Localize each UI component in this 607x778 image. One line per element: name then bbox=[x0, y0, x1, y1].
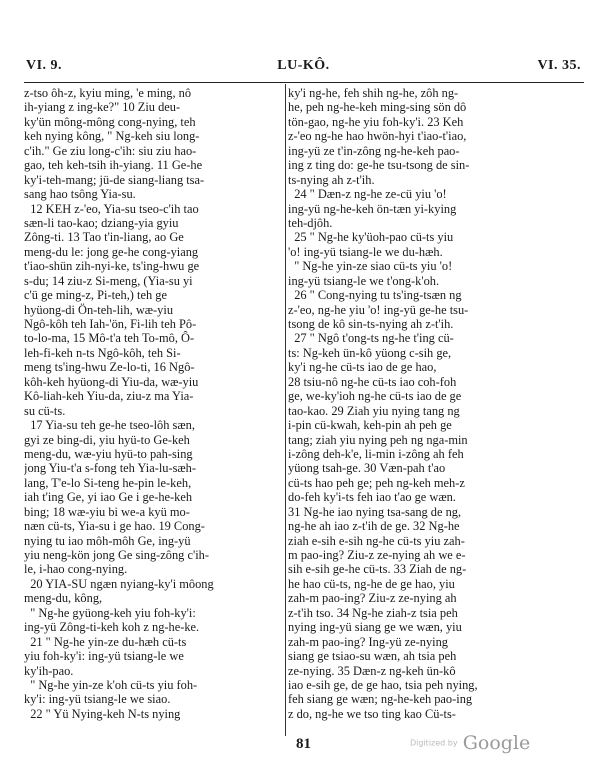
text-line: z-t'ih tso. 34 Ng-he ziah-z tsia peh bbox=[288, 605, 458, 620]
text-line: 22 " Yü Nying-keh N-ts nying bbox=[24, 706, 181, 721]
text-line: ing-yü ze t'in-zông ng-he-keh pao- bbox=[288, 143, 460, 158]
text-line: tön-gao, ng-he yiu foh-ky'i. 23 Keh bbox=[288, 114, 464, 129]
text-line: iah t'ing Ge, yi iao Ge i ge-he-keh bbox=[24, 490, 193, 505]
text-line: ky'i ng-he cü-ts iao de ge hao, bbox=[288, 360, 437, 375]
text-line: yiu foh-ky'i: ing-yü tsiang-le we bbox=[24, 649, 184, 664]
page-number: 81 bbox=[296, 736, 311, 752]
text-line: siang ge tsiao-su wæn, ah tsia peh bbox=[288, 649, 457, 664]
digitized-watermark bbox=[410, 732, 530, 754]
text-line: c'ih." Ge ziu long-c'ih: siu ziu hao- bbox=[24, 143, 197, 158]
text-line: ih-yiang z ing-ke?" 10 Ziu deu- bbox=[24, 100, 181, 115]
text-line: Zông-ti. 13 Tao t'in-liang, ao Ge bbox=[24, 230, 184, 245]
header-rule bbox=[24, 82, 584, 83]
text-line: he, peh ng-he-keh ming-sing sön dô bbox=[288, 100, 467, 115]
text-line: cü-ts hao peh ge; peh ng-keh meh-z bbox=[288, 475, 465, 490]
text-line: feh siang ge wæn; ng-he-keh pao-ing bbox=[288, 692, 473, 707]
text-line: jong Yiu-t'a s-fong teh Yia-lu-sæh- bbox=[24, 461, 197, 476]
header-right-reference: VI. 35. bbox=[537, 58, 581, 73]
text-line: nying ing-yü siang ge we wæn, yiu bbox=[288, 620, 462, 635]
text-line: tao-kao. 29 Ziah yiu nying tang ng bbox=[288, 403, 460, 418]
text-line: ing-yü ng-he-keh ön-tæn yi-kying bbox=[288, 201, 457, 216]
text-line: 24 " Dæn-z ng-he ze-cü yiu 'o! bbox=[288, 187, 447, 202]
text-line: su cü-ts. bbox=[24, 403, 66, 418]
text-line: m pao-ing? Ziu-z ze-nying ah we e- bbox=[288, 548, 466, 562]
text-line: " Ng-he yin-ze k'oh cü-ts yiu foh- bbox=[24, 677, 198, 692]
text-line: i-zông deh-k'e, li-min i-zông ah feh bbox=[288, 446, 464, 461]
text-line: hyüong-di Ön-teh-lih, wæ-yiu bbox=[24, 302, 174, 317]
text-line: sæn-li tao-kao; dziang-yia gyiu bbox=[24, 215, 179, 230]
text-line: ze-nying. 35 Dæn-z ng-keh ün-kô bbox=[288, 663, 456, 678]
running-header bbox=[26, 58, 581, 78]
text-line: ky'ih-pao. bbox=[24, 663, 74, 678]
text-line: næn cü-ts, Yia-su i ge hao. 19 Cong- bbox=[24, 519, 205, 534]
left-text-column bbox=[24, 86, 286, 721]
text-line: meng-du, wæ-yiu hyü-to pah-sing bbox=[24, 446, 193, 461]
text-line: meng-du, kông, bbox=[24, 591, 103, 606]
text-line: 'o! ing-yü tsiang-le we du-hæh. bbox=[288, 244, 443, 259]
text-line: ng-he ah iao z-t'ih de ge. 32 Ng-he bbox=[288, 519, 460, 534]
text-line: sih e-sih ge-he cü-ts. 33 Ziah de ng- bbox=[288, 562, 467, 577]
text-line: ky'i ng-he, feh shih ng-he, zôh ng- bbox=[288, 86, 459, 100]
text-line: ky'i-teh-mang; jü-de siang-liang tsa- bbox=[24, 172, 205, 187]
text-line: ing-yü Zông-ti-keh koh z ng-he-ke. bbox=[24, 620, 200, 635]
text-line: yüong tsah-ge. 30 Væn-pah t'ao bbox=[288, 461, 446, 476]
text-line: zah-m pao-ing? Ing-yü ze-nying bbox=[288, 634, 448, 649]
text-line: le, i-hao cong-nying. bbox=[24, 562, 128, 577]
text-line: gao, teh keh-tsih ih-yiang. 11 Ge-he bbox=[24, 158, 203, 173]
text-line: Ngô-kôh teh Iah-'ön, Fi-lih teh Pô- bbox=[24, 317, 197, 331]
text-line: ts-nying ah z-t'ih. bbox=[288, 172, 375, 187]
text-line: iao e-sih ge, de ge hao, tsia peh nying, bbox=[288, 677, 478, 692]
text-line: z do, ng-he we tso ting kao Cü-ts- bbox=[288, 706, 456, 721]
text-line: z-'eo, ng-he yiu 'o! ing-yü ge-he tsu- bbox=[288, 302, 469, 317]
text-line: do-feh ky'i-ts feh iao t'ao ge wæn. bbox=[288, 490, 456, 505]
text-line: 12 KEH z-'eo, Yia-su tseo-c'ih tao bbox=[24, 201, 199, 216]
text-line: 26 " Cong-nying tu ts'ing-tsæn ng bbox=[288, 288, 462, 303]
text-line: teh-djôh. bbox=[288, 215, 333, 230]
google-logo-text: Google bbox=[462, 732, 531, 754]
text-line: 20 YIA-SU ngæn nyiang-ky'i môong bbox=[24, 576, 214, 591]
header-book-title: LU-KÔ. bbox=[277, 58, 330, 73]
text-line: 28 tsiu-nô ng-he cü-ts iao coh-foh bbox=[288, 374, 457, 389]
text-line: keh nying kông, " Ng-keh siu long- bbox=[24, 129, 200, 144]
text-line: meng-du le: jong ge-he cong-yiang bbox=[24, 244, 199, 259]
text-line: ziah e-sih e-sih ng-he cü-ts yiu zah- bbox=[288, 533, 465, 548]
text-line: Kô-liah-keh Yiu-da, ziu-z ma Yia- bbox=[24, 389, 194, 404]
text-line: sang hao tsông Yia-su. bbox=[24, 187, 136, 202]
text-line: lang, T'e-lo Si-teng he-pin le-keh, bbox=[24, 475, 192, 490]
text-line: to-lo-ma, 15 Mô-t'a teh To-mô, Ô- bbox=[24, 331, 195, 346]
text-line: 27 " Ngô t'ong-ts ng-he t'ing cü- bbox=[288, 331, 454, 346]
text-line: ing z ting do: ge-he tsu-tsong de sin- bbox=[288, 158, 470, 173]
text-line: c'ü ge ming-z, Pi-teh,) teh ge bbox=[24, 288, 167, 303]
right-text-column bbox=[288, 86, 550, 721]
text-line: t'iao-shün zih-nyi-ke, ts'ing-hwu ge bbox=[24, 259, 200, 274]
text-line: kôh-keh hyüong-di Yiu-da, wæ-yiu bbox=[24, 374, 199, 389]
text-line: z-tso ôh-z, kyiu ming, 'e ming, nô bbox=[24, 86, 192, 100]
text-line: leh-fi-keh n-ts Ngô-kôh, teh Si- bbox=[24, 345, 181, 360]
text-line: i-pin cü-kwah, keh-pin ah peh ge bbox=[288, 418, 452, 433]
text-line: tsong de kô sin-ts-nying ah z-t'ih. bbox=[288, 317, 454, 331]
digitized-label: Digitized by bbox=[410, 738, 458, 748]
text-line: " Ng-he gyüong-keh yiu foh-ky'i: bbox=[24, 605, 196, 620]
text-line: gyi ze bing-di, yiu hyü-to Ge-keh bbox=[24, 432, 190, 447]
text-line: yiu neng-kön jong Ge sing-zông c'ih- bbox=[24, 548, 209, 562]
text-line: he hao cü-ts, ng-he de ge hao, yiu bbox=[288, 576, 455, 591]
text-line: zah-m pao-ing? Ziu-z ze-nying ah bbox=[288, 591, 457, 606]
text-line: ky'i: ing-yü tsiang-le we siao. bbox=[24, 692, 171, 707]
text-line: ts: Ng-keh ün-kô yüong c-sih ge, bbox=[288, 345, 452, 360]
text-line: tang; ziah yiu nying peh ng nga-min bbox=[288, 432, 468, 447]
text-line: z-'eo ng-he hao hwön-hyi t'iao-t'iao, bbox=[288, 129, 467, 144]
text-line: ky'ün mông-mông cong-nying, teh bbox=[24, 114, 196, 129]
text-line: ge, we-ky'ioh ng-he cü-ts iao de ge bbox=[288, 389, 462, 404]
text-line: ing-yü tsiang-le we t'ong-k'oh. bbox=[288, 273, 440, 288]
text-line: 31 Ng-he iao nying tsa-sang de ng, bbox=[288, 504, 462, 519]
text-line: 25 " Ng-he ky'üoh-pao cü-ts yiu bbox=[288, 230, 454, 245]
text-line: s-du; 14 ziu-z Si-meng, (Yia-su yi bbox=[24, 273, 193, 288]
text-line: 21 " Ng-he yin-ze du-hæh cü-ts bbox=[24, 634, 187, 649]
text-line: bing; 18 wæ-yiu bi we-a kyü mo- bbox=[24, 504, 190, 519]
column-divider bbox=[285, 84, 286, 736]
text-line: 17 Yia-su teh ge-he tseo-lôh sæn, bbox=[24, 418, 195, 433]
header-left-reference: VI. 9. bbox=[26, 58, 63, 73]
text-line: nying tu iao môh-môh Ge, ing-yü bbox=[24, 533, 191, 548]
text-line: meng ts'ing-hwu Ze-lo-ti, 16 Ngô- bbox=[24, 360, 195, 375]
text-line: " Ng-he yin-ze siao cü-ts yiu 'o! bbox=[288, 259, 453, 274]
